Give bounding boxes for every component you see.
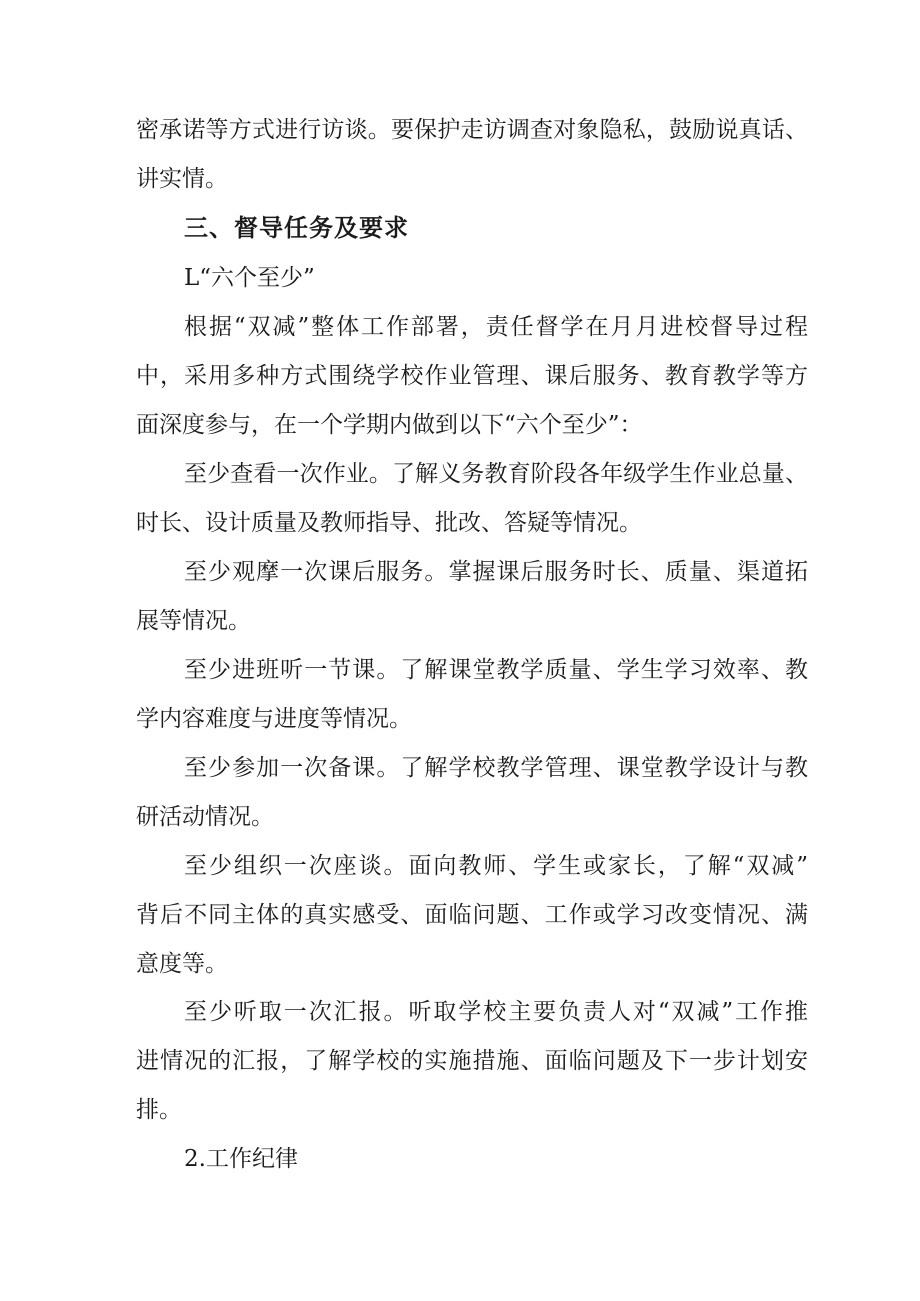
text-line: 至少组织一次座谈。面向教师、学生或家长，了解“双减”: [184, 853, 808, 879]
text-line: 讲实情。: [136, 166, 228, 192]
text-line: 意度等。: [136, 951, 228, 977]
text-line: 面深度参与，在一个学期内做到以下“六个至少”：: [136, 412, 643, 438]
text-line: 密承诺等方式进行访谈。要保护走访调查对象隐私，鼓励说真话、: [136, 117, 808, 143]
text-line: 至少听取一次汇报。听取学校主要负责人对“双减”工作推: [184, 999, 808, 1025]
subsection-heading: 2.工作纪律: [184, 1146, 298, 1172]
text-line: 学内容难度与进度等情况。: [136, 706, 412, 732]
subsection-heading: L“六个至少”: [184, 265, 315, 291]
text-line: 根据“双减”整体工作部署，责任督学在月月进校督导过程: [184, 314, 808, 340]
text-line: 背后不同主体的真实感受、面临问题、工作或学习改变情况、满: [136, 902, 808, 928]
text-line: 进情况的汇报，了解学校的实施措施、面临问题及下一步计划安: [136, 1048, 808, 1074]
text-line: 至少进班听一节课。了解课堂教学质量、学生学习效率、教: [184, 657, 808, 683]
text-line: 至少参加一次备课。了解学校教学管理、课堂教学设计与教: [184, 755, 808, 781]
text-line: 展等情况。: [136, 608, 251, 634]
text-line: 中，采用多种方式围绕学校作业管理、课后服务、教育教学等方: [136, 363, 808, 389]
text-line: 至少观摩一次课后服务。掌握课后服务时长、质量、渠道拓: [184, 559, 808, 585]
text-line: 至少查看一次作业。了解义务教育阶段各年级学生作业总量、: [184, 461, 808, 487]
text-line: 时长、设计质量及教师指导、批改、答疑等情况。: [136, 510, 642, 536]
text-line: 排。: [136, 1097, 182, 1123]
text-line: 研活动情况。: [136, 804, 274, 830]
section-heading: 三、督导任务及要求: [184, 214, 409, 242]
